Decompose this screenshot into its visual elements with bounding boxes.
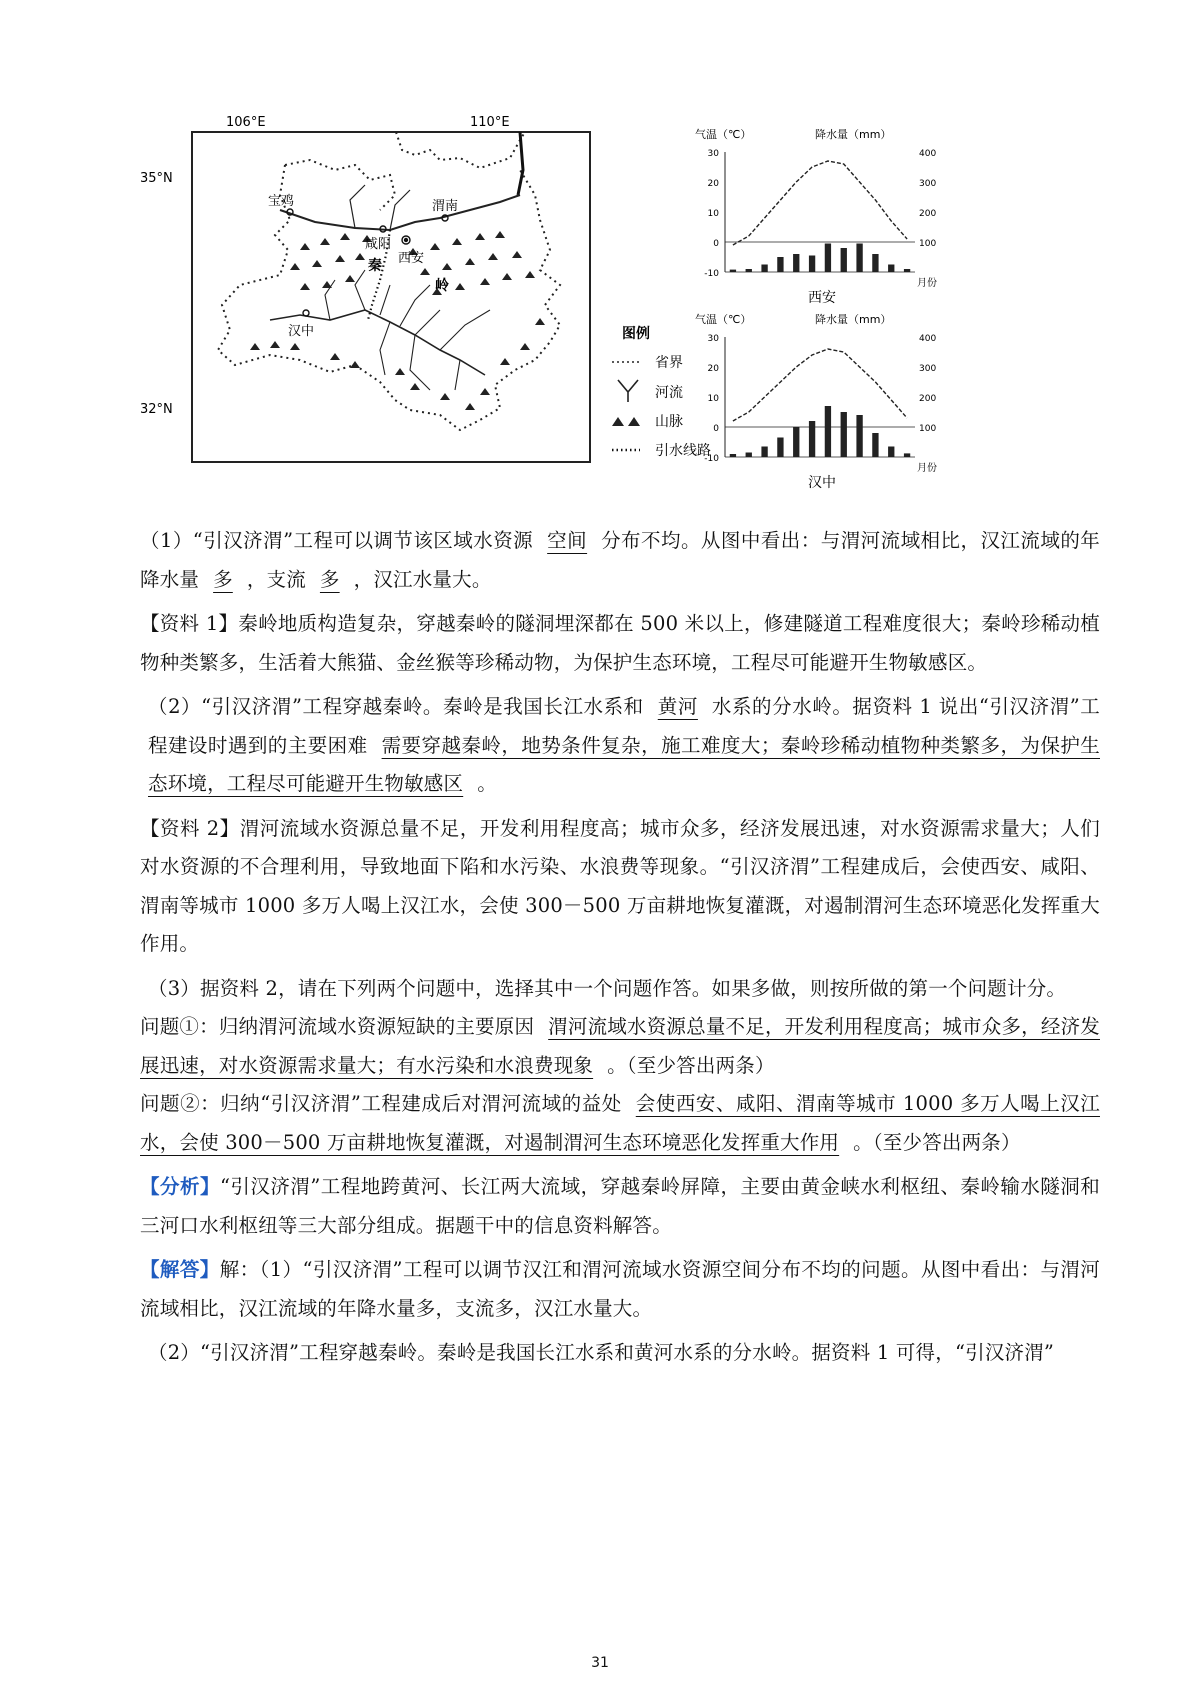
climate_hanzhong-precip-tick: 400 (919, 334, 937, 344)
qinling-label-1: 秦 (368, 258, 382, 274)
climate-chart-xian (695, 127, 937, 306)
q1-answer-2: 多 (213, 567, 233, 591)
climate_xian-precip-bar (777, 257, 783, 272)
climate_xian-precip-bar (856, 244, 862, 273)
legend-mountain: 山脉 (655, 414, 683, 430)
climate_hanzhong-temp-tick: -10 (704, 454, 719, 464)
climate_xian-month-label: 月份 (917, 278, 937, 289)
city-xianyang: 咸阳 (365, 237, 392, 252)
q2-answer-1: 黄河 (657, 695, 698, 718)
climate_hanzhong-precip-bar (872, 433, 878, 457)
material-1: 【资料 1】秦岭地质构造复杂，穿越秦岭的隧洞埋深都在 500 米以上，修建隧道工程难度很大；秦岭珍稀动植物种类繁多，生活着大熊猫、金丝猴等珍稀动物，为保护生态环境，工程尽可能避开生物敏感区。 (140, 612, 1100, 674)
climate_xian-temp-label: 气温（℃） (695, 128, 752, 141)
map-legend (612, 325, 711, 459)
legend-title: 图例 (622, 326, 650, 342)
climate_hanzhong-precip-bar (841, 412, 847, 457)
climate_xian-temp-tick: 30 (707, 149, 719, 159)
climate_hanzhong-temp-tick: 30 (707, 334, 719, 344)
page-number: 31 (591, 1655, 609, 1671)
climate_xian-precip-bar (809, 256, 815, 273)
q1-answer-1: 空间 (547, 529, 588, 552)
question-text (140, 522, 1100, 1373)
q3-answer-2: 会使西安、咸阳、渭南等城市 1000 多万人喝上汉江水，会使 300－500 万亩耕地恢复灌溉，对遏制渭河生态环境恶化发挥重大作用 (140, 1092, 1100, 1154)
climate_hanzhong-precip-bar (793, 427, 799, 457)
analysis-paragraph: 【分析】“引汉济渭”工程地跨黄河、长江两大流域，穿越秦岭屏障，主要由黄金峡水利枢纽、秦岭输水隧洞和三河口水利枢纽等三大部分组成。据题干中的信息资料解答。 (140, 1175, 1100, 1237)
climate_hanzhong-temp-tick: 0 (713, 424, 719, 434)
city-hanzhong: 汉中 (288, 324, 315, 339)
climate_hanzhong-precip-bar (761, 447, 767, 458)
climate_xian-precip-bar (793, 254, 799, 272)
climate-chart-hanzhong (695, 312, 937, 491)
q2-paragraph: （2）“引汉济渭”工程穿越秦岭。秦岭是我国长江水系和 黄河 水系的分水岭。据资料 1 说出“引汉济渭”工程建设时遇到的主要困难 需要穿越秦岭，地势条件复杂，施工难度大；秦岭珍稀动植物种类繁多，为保护生态环境，工程尽可能避开生物敏感区 。 (148, 695, 1101, 795)
climate_hanzhong-temp-line (733, 349, 907, 421)
climate_xian-precip-tick: 100 (919, 239, 937, 249)
climate_hanzhong-precip-bar (856, 415, 862, 457)
climate_xian-precip-tick: 400 (919, 149, 937, 159)
climate_hanzhong-temp-tick: 10 (707, 394, 719, 404)
climate_xian-temp-tick: 0 (713, 239, 719, 249)
q1-answer-3: 多 (319, 567, 340, 591)
q3-problem-2: 问题②：归纳“引汉济渭”工程建成后对渭河流域的益处 会使西安、咸阳、渭南等城市 1000 多万人喝上汉江水，会使 300－500 万亩耕地恢复灌溉，对遏制渭河生态环境恶化发挥重大作用 。（至少答出两条） (140, 1092, 1100, 1154)
qinling-label-2: 岭 (435, 278, 449, 294)
climate_hanzhong-precip-bar (777, 438, 783, 458)
climate_xian-precip-bar (872, 254, 878, 272)
climate_xian-precip-tick: 300 (919, 179, 937, 189)
climate_xian-precip-bar (730, 270, 736, 272)
answer-tag: 【解答】 (140, 1258, 220, 1281)
climate_hanzhong-precip-tick: 200 (919, 394, 937, 404)
legend-river: 河流 (655, 385, 683, 401)
climate_xian-precip-bar (888, 265, 894, 273)
answer-paragraph-2: （2）“引汉济渭”工程穿越秦岭。秦岭是我国长江水系和黄河水系的分水岭。据资料 1 可得，“引汉济渭” (148, 1341, 1055, 1364)
climate_xian-temp-tick: 10 (707, 209, 719, 219)
climate_xian-precip-bar (841, 248, 847, 272)
climate_hanzhong-precip-bar (746, 453, 752, 458)
lat-top-label: 35°N (140, 171, 173, 186)
analysis-tag: 【分析】 (140, 1175, 220, 1198)
climate_hanzhong-precip-tick: 300 (919, 364, 937, 374)
climate_xian-temp-tick: -10 (704, 269, 719, 279)
climate_xian-temp-tick: 20 (707, 179, 719, 189)
climate_hanzhong-precip-bar (888, 447, 894, 458)
climate_hanzhong-precip-bar (730, 454, 736, 457)
climate_hanzhong-title: 汉中 (808, 475, 836, 491)
lon-left-label: 106°E (226, 115, 266, 130)
xian-marker-dot (405, 239, 408, 242)
climate_xian-precip-bar (825, 244, 831, 273)
legend-river-swatch (618, 380, 638, 402)
climate_hanzhong-month-label: 月份 (917, 463, 937, 474)
climate_hanzhong-precip-bar (825, 406, 831, 457)
q3-problem-1: 问题①：归纳渭河流域水资源短缺的主要原因 渭河流域水资源总量不足，开发利用程度高；城市众多，经济发展迅速，对水资源需求量大；有水污染和水浪费现象 。（至少答出两条） (140, 1015, 1100, 1077)
climate_xian-precip-bar (761, 265, 767, 273)
legend-mountain-swatch (612, 417, 640, 426)
climate_hanzhong-precip-bar (809, 421, 815, 457)
climate_hanzhong-temp-label: 气温（℃） (695, 313, 752, 326)
lon-right-label: 110°E (470, 115, 510, 130)
material-2: 【资料 2】渭河流域水资源总量不足，开发利用程度高；城市众多，经济发展迅速，对水资源需求量大；人们对水资源的不合理利用，导致地面下陷和水污染、水浪费等现象。“引汉济渭”工程建成后，会使西安、咸阳、渭南等城市 1000 多万人喝上汉江水，会使 300－500 万亩耕地恢复灌溉，对遏制渭河生态环境恶化发挥重大作用。 (140, 816, 1100, 955)
city-baoji: 宝鸡 (268, 194, 295, 209)
climate_xian-temp-line (733, 161, 907, 245)
legend-province-border: 省界 (655, 355, 683, 371)
climate_hanzhong-temp-tick: 20 (707, 364, 719, 374)
climate_xian-precip-label: 降水量（mm） (815, 128, 892, 141)
legend-water-route: 引水线路 (655, 443, 711, 459)
climate_hanzhong-precip-bar (904, 453, 910, 457)
climate_hanzhong-precip-tick: 100 (919, 424, 937, 434)
map (140, 115, 590, 462)
q1-paragraph: （1）“引汉济渭”工程可以调节该区域水资源 空间 分布不均。从图中看出：与渭河流域相比，汉江流域的年降水量 多 ，支流 多 ，汉江水量大。 (140, 529, 1100, 591)
climate_xian-precip-bar (904, 269, 910, 272)
q3-intro: （3）据资料 2，请在下列两个问题中，选择其中一个问题作答。如果多做，则按所做的第一个问题计分。 (148, 976, 1067, 1000)
city-weinan: 渭南 (432, 199, 459, 214)
q3-answer-1: 渭河流域水资源总量不足，开发利用程度高；城市众多，经济发展迅速，对水资源需求量大；有水污染和水浪费现象 (140, 1015, 1100, 1077)
lat-bottom-label: 32°N (140, 402, 173, 417)
climate_xian-precip-tick: 200 (919, 209, 937, 219)
q2-answer-2: 需要穿越秦岭，地势条件复杂，施工难度大；秦岭珍稀动植物种类繁多，为保护生态环境，工程尽可能避开生物敏感区 (148, 733, 1100, 795)
answer-paragraph: 【解答】解：（1）“引汉济渭”工程可以调节汉江和渭河流域水资源空间分布不均的问题。从图中看出：与渭河流域相比，汉江流域的年降水量多，支流多，汉江水量大。 (140, 1258, 1100, 1320)
figure-map-and-climate-charts (140, 110, 1100, 520)
city-xian: 西安 (398, 251, 425, 266)
climate_xian-title: 西安 (808, 290, 836, 306)
climate_xian-precip-bar (746, 269, 752, 272)
climate_hanzhong-precip-label: 降水量（mm） (815, 313, 892, 326)
